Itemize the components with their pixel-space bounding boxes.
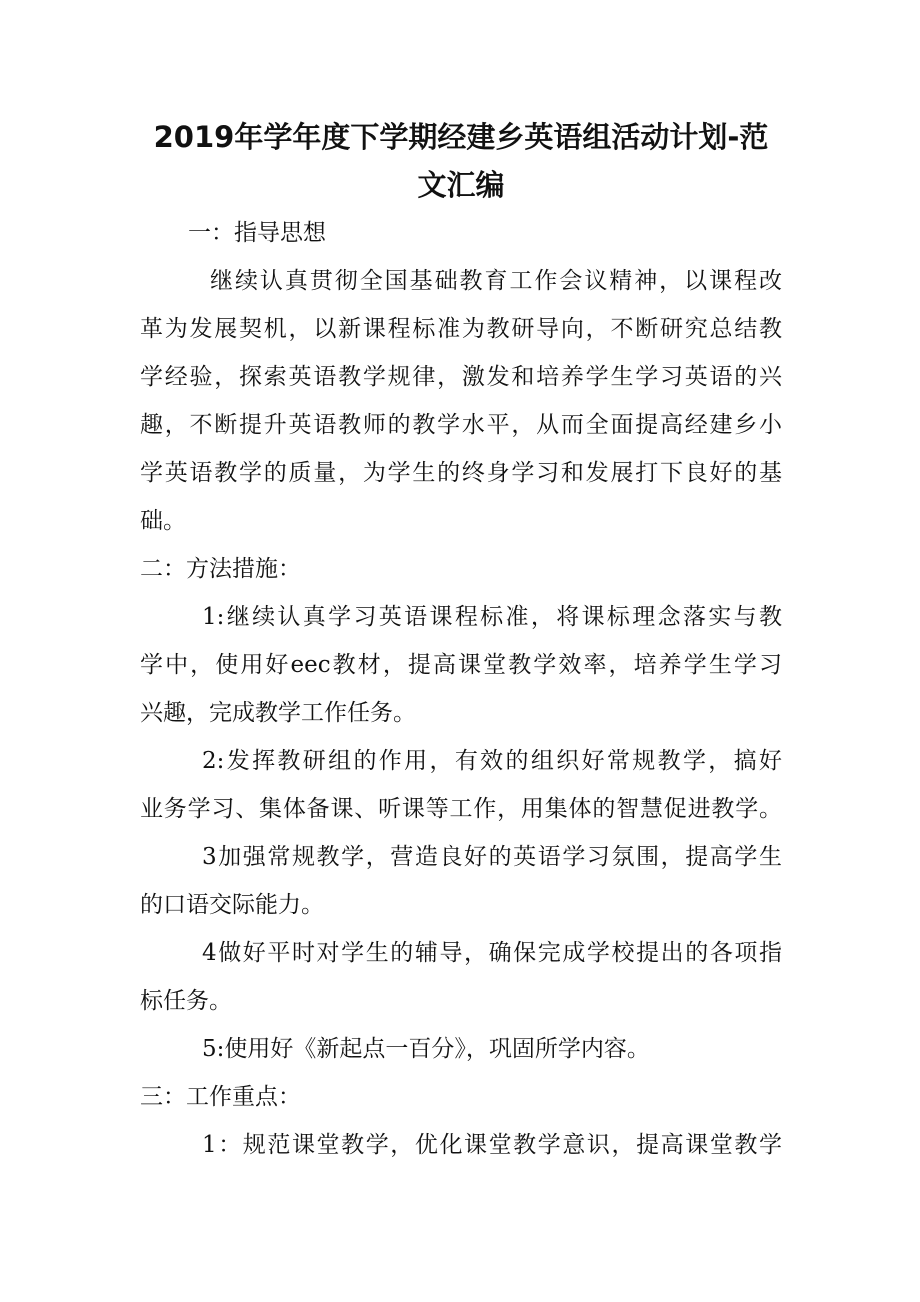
list-item-line: 学中，使用好eec教材，提高课堂教学效率，培养学生学习 — [140, 652, 782, 678]
document-page — [140, 113, 782, 1169]
paragraph-line: 学经验，探索英语教学规律，激发和培养学生学习英语的兴 — [140, 364, 782, 390]
list-item-line: 4做好平时对学生的辅导，确保完成学校提出的各项指 — [202, 940, 782, 966]
section-1-heading: 一：指导思想 — [188, 220, 326, 246]
title-line-1: 2019年学年度下学期经建乡英语组活动计划-范 — [153, 120, 769, 154]
list-item-line: 1:继续认真学习英语课程标准，将课标理念落实与教 — [202, 604, 782, 630]
list-item-line: 5:使用好《新起点一百分》，巩固所学内容。 — [202, 1036, 650, 1062]
list-item-line: 的口语交际能力。 — [140, 892, 324, 918]
list-item-line: 标任务。 — [140, 988, 232, 1014]
section-3-heading: 三：工作重点： — [140, 1084, 301, 1110]
list-item-line: 2:发挥教研组的作用，有效的组织好常规教学，搞好 — [202, 748, 782, 774]
list-item-line: 兴趣，完成教学工作任务。 — [140, 700, 416, 726]
list-item-line: 1：规范课堂教学，优化课堂教学意识，提高课堂教学 — [202, 1132, 782, 1158]
paragraph-line: 础。 — [140, 508, 186, 534]
paragraph-line: 继续认真贯彻全国基础教育工作会议精神，以课程改 — [210, 268, 782, 294]
title-line-2: 文汇编 — [417, 168, 505, 202]
document-title — [140, 113, 782, 209]
section-2-heading: 二：方法措施： — [140, 556, 301, 582]
paragraph-line: 趣，不断提升英语教师的教学水平，从而全面提高经建乡小 — [140, 412, 782, 438]
list-item-line: 业务学习、集体备课、听课等工作，用集体的智慧促进教学。 — [140, 796, 782, 822]
paragraph-line: 革为发展契机，以新课程标准为教研导向，不断研究总结教 — [140, 316, 782, 342]
paragraph-line: 学英语教学的质量，为学生的终身学习和发展打下良好的基 — [140, 460, 782, 486]
list-item-line: 3加强常规教学，营造良好的英语学习氛围，提高学生 — [202, 844, 782, 870]
